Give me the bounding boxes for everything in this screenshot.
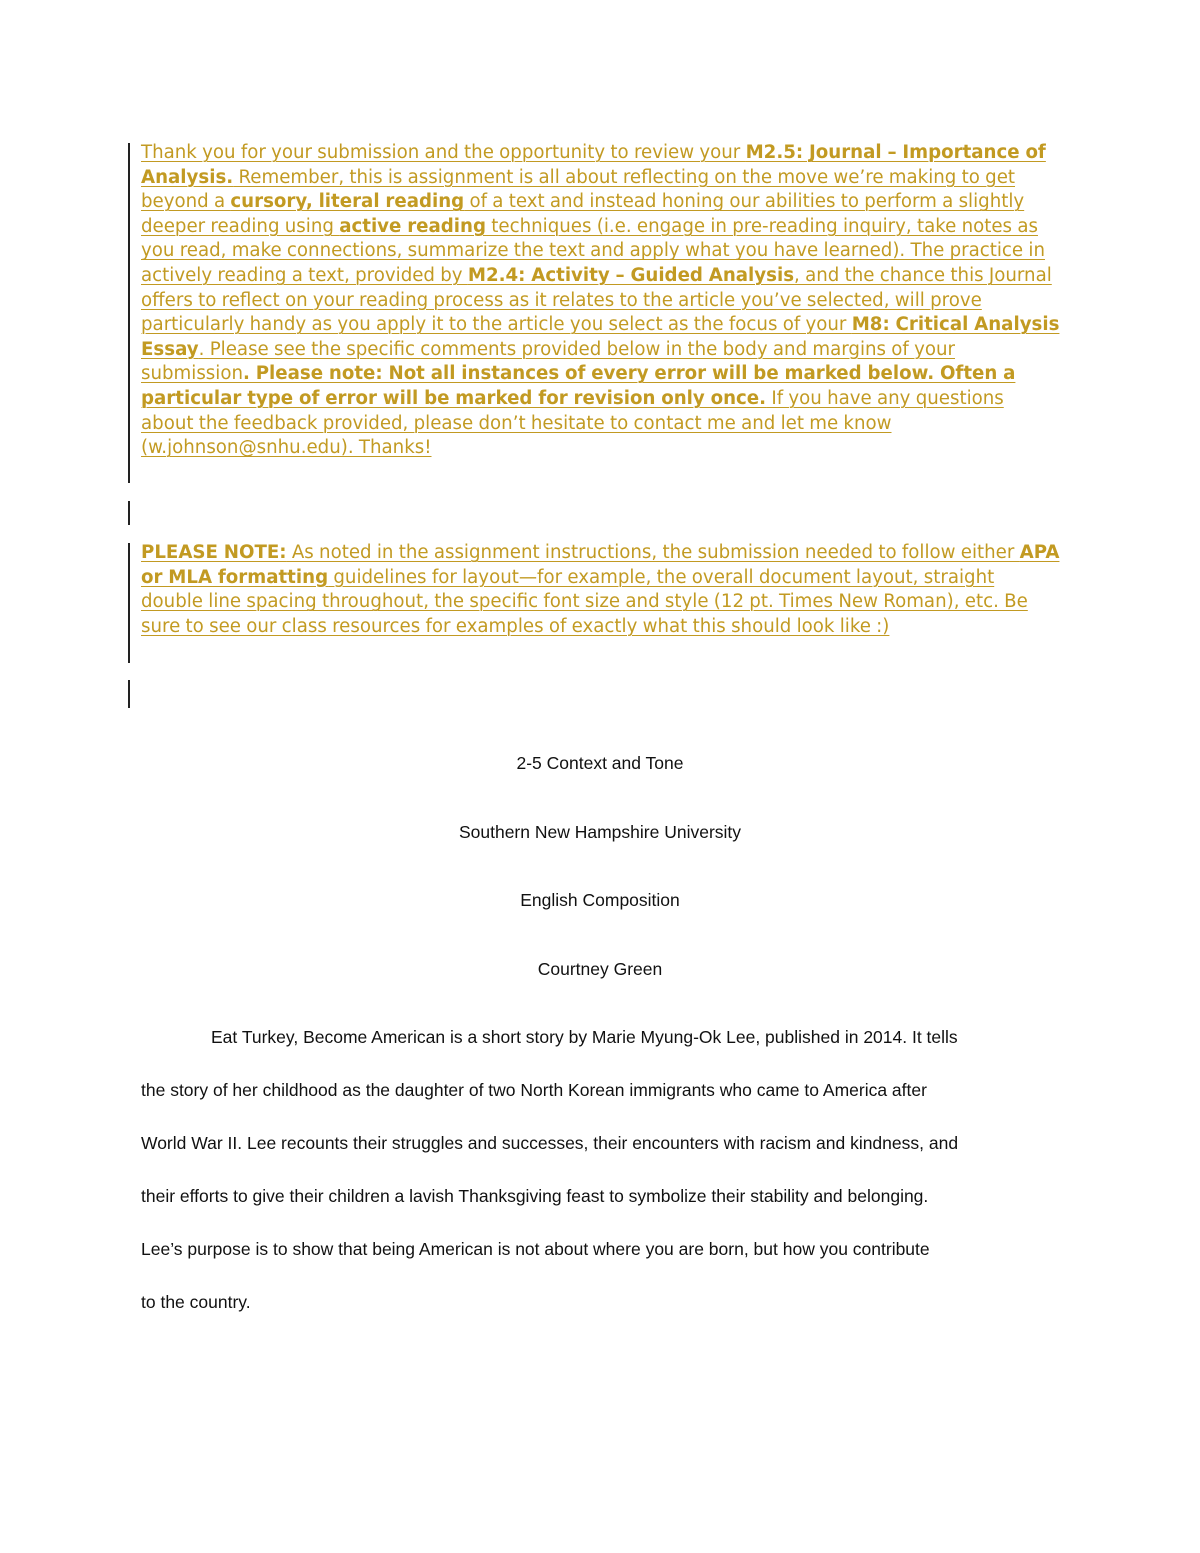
body-text-line: to the country. — [141, 1292, 251, 1312]
feedback-text: , and the chance this Journal offers to reflect on your reading process as it relates to the article you’ve selected, will prove particularly handy as you apply it to the article you select as the focus of your — [141, 264, 1052, 336]
feedback-bold-note: . Please note: Not all instances of every error will be marked below. Often a particular type of error will be marked for revision only once. — [141, 363, 1016, 409]
feedback-bold-assignment: M8: Critical Analysis Essay — [141, 314, 1060, 360]
change-bar — [128, 680, 130, 708]
feedback-bold-term: active reading — [339, 215, 487, 237]
document-title: 2-5 Context and Tone — [516, 753, 684, 773]
note-label: PLEASE NOTE: — [141, 542, 287, 563]
note-text: guidelines for layout—for example, the overall document layout, straight double line spacing throughout, the specific font size and style (12 pt. Times New Roman), etc. Be sure to see our class resources for examples of exactly what this should look like :) — [141, 566, 1028, 637]
feedback-text: of a text and instead honing our abilities to perform a slightly deeper reading using — [141, 191, 1025, 237]
body-text-line: Eat Turkey, Become American is a short story by Marie Myung-Ok Lee, published in 2014. It tells — [211, 1027, 958, 1047]
instructor-feedback-comment — [141, 141, 1061, 461]
feedback-text: Thank you for your submission and the opportunity to review your — [141, 142, 746, 163]
feedback-text: If you have any questions about the feedback provided, please don’t hesitate to contact me and let me know (w.johnson@snhu.edu). Thanks! — [141, 387, 1004, 459]
note-bold-term: APA or MLA formatting — [141, 542, 1060, 588]
feedback-text: . Please see the specific comments provided below in the body and margins of your submission — [141, 338, 956, 385]
change-bar — [128, 501, 130, 525]
document-institution: Southern New Hampshire University — [458, 822, 742, 842]
formatting-note-comment — [141, 541, 1061, 639]
change-bar — [128, 543, 130, 663]
document-course: English Composition — [520, 890, 680, 910]
note-text: As noted in the assignment instructions, the submission needed to follow either — [286, 542, 1020, 563]
body-text-line: their efforts to give their children a lavish Thanksgiving feast to symbolize their stability and belonging. — [141, 1186, 929, 1206]
change-bar — [128, 143, 130, 483]
feedback-bold-term: cursory, literal reading — [230, 191, 465, 213]
document-author: Courtney Green — [537, 959, 663, 979]
body-text-line: the story of her childhood as the daughter of two North Korean immigrants who came to America after — [141, 1080, 927, 1100]
body-text-line: World War II. Lee recounts their struggles and successes, their encounters with racism and kindness, and — [141, 1133, 959, 1153]
feedback-text: Remember, this is assignment is all about reflecting on the move we’re making to get beyond a — [141, 166, 1016, 213]
feedback-bold-assignment: M2.5: Journal – Importance of Analysis. — [141, 142, 1046, 188]
body-text-line: Lee’s purpose is to show that being American is not about where you are born, but how you contribute — [141, 1239, 930, 1259]
feedback-bold-assignment: M2.4: Activity – Guided Analysis — [467, 264, 795, 286]
feedback-text: techniques (i.e. engage in pre-reading inquiry, take notes as you read, make connections, summarize the text and apply what you have learned). The practice in actively reading a text, provided by — [141, 215, 1045, 286]
